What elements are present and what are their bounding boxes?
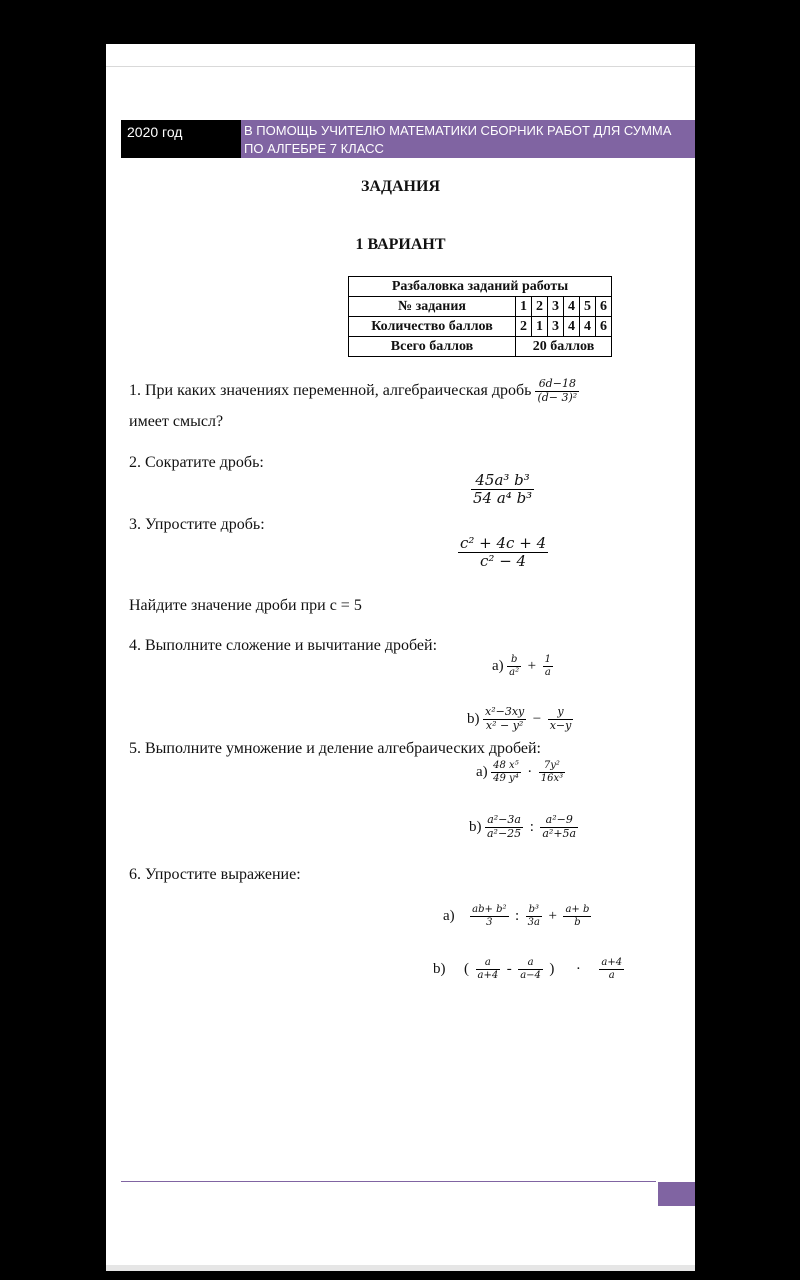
footer-page-box <box>658 1182 695 1206</box>
header-title-line2: ПО АЛГЕБРЕ 7 КЛАСС <box>244 141 384 156</box>
points-value: 4 <box>580 317 596 337</box>
task-number: 2 <box>532 297 548 317</box>
points-value: 3 <box>548 317 564 337</box>
fraction <box>476 957 501 981</box>
fraction <box>470 904 508 928</box>
header-year: 2020 год <box>121 120 241 158</box>
score-points-row <box>349 317 612 337</box>
fraction <box>563 904 591 928</box>
question-3-find-value: Найдите значение дроби при c = 5 <box>129 597 362 614</box>
close-paren: ) <box>549 960 555 977</box>
question-4b-expression <box>467 706 573 732</box>
question-1-text: 1. При каких значениях переменной, алгебраическая дробь <box>129 381 532 399</box>
fraction-numerator: 6d−18 <box>535 378 579 392</box>
question-4a-expression <box>492 654 553 678</box>
score-caption: Разбаловка заданий работы <box>349 277 612 297</box>
question-5b-expression <box>469 814 578 840</box>
fraction <box>491 760 521 784</box>
task-number: 5 <box>580 297 596 317</box>
fraction <box>539 760 565 784</box>
score-task-row <box>349 297 612 317</box>
fraction-numerator: b³ <box>526 904 542 917</box>
fraction-numerator: 1 <box>544 654 551 665</box>
fraction-numerator: x²−3xy <box>485 705 525 718</box>
fraction-denominator: a+4 <box>477 969 499 981</box>
question-1-text-continued: имеет смысл? <box>129 413 224 430</box>
operator: + <box>527 657 537 674</box>
score-total-row <box>349 337 612 357</box>
question-1-fraction <box>535 378 579 404</box>
fraction <box>540 814 578 840</box>
fraction-denominator: b <box>574 916 581 928</box>
question-6b-expression <box>433 957 624 981</box>
fraction-denominator: 16x³ <box>540 772 564 784</box>
fraction-numerator: a <box>476 957 501 970</box>
total-label: Всего баллов <box>349 337 516 357</box>
score-table <box>348 276 612 357</box>
operator: + <box>548 907 557 924</box>
question-3-expression <box>458 535 548 571</box>
fraction-numerator: ab+ b² <box>472 904 507 915</box>
item-label: b) <box>433 960 446 977</box>
fraction-denominator: 54 a⁴ b³ <box>473 489 533 508</box>
fraction-numerator: a+ b <box>565 904 590 915</box>
fraction <box>548 706 574 732</box>
fraction-numerator: b <box>507 654 521 667</box>
open-paren: ( <box>464 960 469 977</box>
question-6-text: 6. Упростите выражение: <box>129 866 301 883</box>
fraction-denominator: a <box>544 666 551 678</box>
fraction-denominator: 3 <box>486 916 493 928</box>
question-4-text: 4. Выполните сложение и вычитание дробей: <box>129 637 438 654</box>
fraction-denominator: c² − 4 <box>480 552 527 571</box>
header-title-line1: В ПОМОЩЬ УЧИТЕЛЮ МАТЕМАТИКИ СБОРНИК РАБОТ ДЛЯ СУММА <box>244 123 672 138</box>
task-label: № задания <box>349 297 516 317</box>
fraction-numerator: a²−3a <box>485 814 523 828</box>
question-2-fraction <box>471 472 534 508</box>
fraction-denominator: 3a <box>527 916 540 928</box>
question-2-expression <box>471 472 534 508</box>
fraction <box>599 957 624 981</box>
tasks-heading: ЗАДАНИЯ <box>360 178 440 195</box>
points-value: 6 <box>596 317 612 337</box>
fraction-numerator: a <box>518 957 543 970</box>
variant-heading: 1 ВАРИАНТ <box>355 236 446 253</box>
question-2-text: 2. Сократите дробь: <box>129 454 264 471</box>
item-label: b) <box>469 818 482 835</box>
fraction-numerator: a+4 <box>601 957 623 968</box>
fraction <box>518 957 543 981</box>
fraction-numerator: 7y² <box>539 760 565 773</box>
fraction <box>543 654 553 678</box>
score-caption-row <box>349 277 612 297</box>
top-divider <box>106 66 695 67</box>
fraction-denominator: 49 y⁴ <box>493 772 519 784</box>
question-6a-expression <box>443 904 591 928</box>
fraction <box>507 654 521 678</box>
points-label: Количество баллов <box>349 317 516 337</box>
header-title <box>241 120 695 158</box>
points-value: 2 <box>516 317 532 337</box>
fraction-denominator: a²−25 <box>487 826 522 840</box>
total-value: 20 баллов <box>516 337 612 357</box>
fraction-denominator: (d− 3)² <box>537 390 578 404</box>
question-5-text: 5. Выполните умножение и деление алгебраических дробей: <box>129 740 541 757</box>
operator: : <box>515 907 520 924</box>
points-value: 4 <box>564 317 580 337</box>
fraction-denominator: a² <box>509 666 520 678</box>
operator: · <box>575 960 581 977</box>
question-1 <box>129 378 579 404</box>
task-number: 4 <box>564 297 580 317</box>
fraction-denominator: x² − y² <box>485 718 524 732</box>
operator: · <box>527 763 533 780</box>
fraction-numerator: c² + 4c + 4 <box>460 534 547 552</box>
operator: : <box>529 818 534 835</box>
fraction-numerator: a²−9 <box>540 814 578 828</box>
fraction <box>526 904 542 928</box>
task-number: 6 <box>596 297 612 317</box>
fraction-denominator: a <box>608 969 615 981</box>
fraction-numerator: 48 x⁵ <box>493 760 519 771</box>
task-number: 1 <box>516 297 532 317</box>
item-label: a) <box>492 657 504 674</box>
fraction <box>483 706 526 732</box>
item-label: b) <box>467 710 480 727</box>
document-page <box>106 44 695 1271</box>
question-5a-expression <box>476 760 565 784</box>
fraction <box>485 814 523 840</box>
page-bottom-edge <box>106 1265 695 1271</box>
question-3-fraction <box>458 535 548 571</box>
operator: − <box>532 710 542 727</box>
fraction-denominator: x−y <box>549 718 572 732</box>
item-label: a) <box>476 763 488 780</box>
operator: - <box>506 960 512 977</box>
fraction-numerator: 45a³ b³ <box>471 472 534 490</box>
task-number: 3 <box>548 297 564 317</box>
question-3-text: 3. Упростите дробь: <box>129 516 265 533</box>
fraction-denominator: a²+5a <box>542 826 577 840</box>
fraction-denominator: a−4 <box>520 969 541 981</box>
footer-divider <box>121 1181 656 1182</box>
points-value: 1 <box>532 317 548 337</box>
item-label: a) <box>443 907 455 924</box>
fraction-numerator: y <box>548 706 574 720</box>
